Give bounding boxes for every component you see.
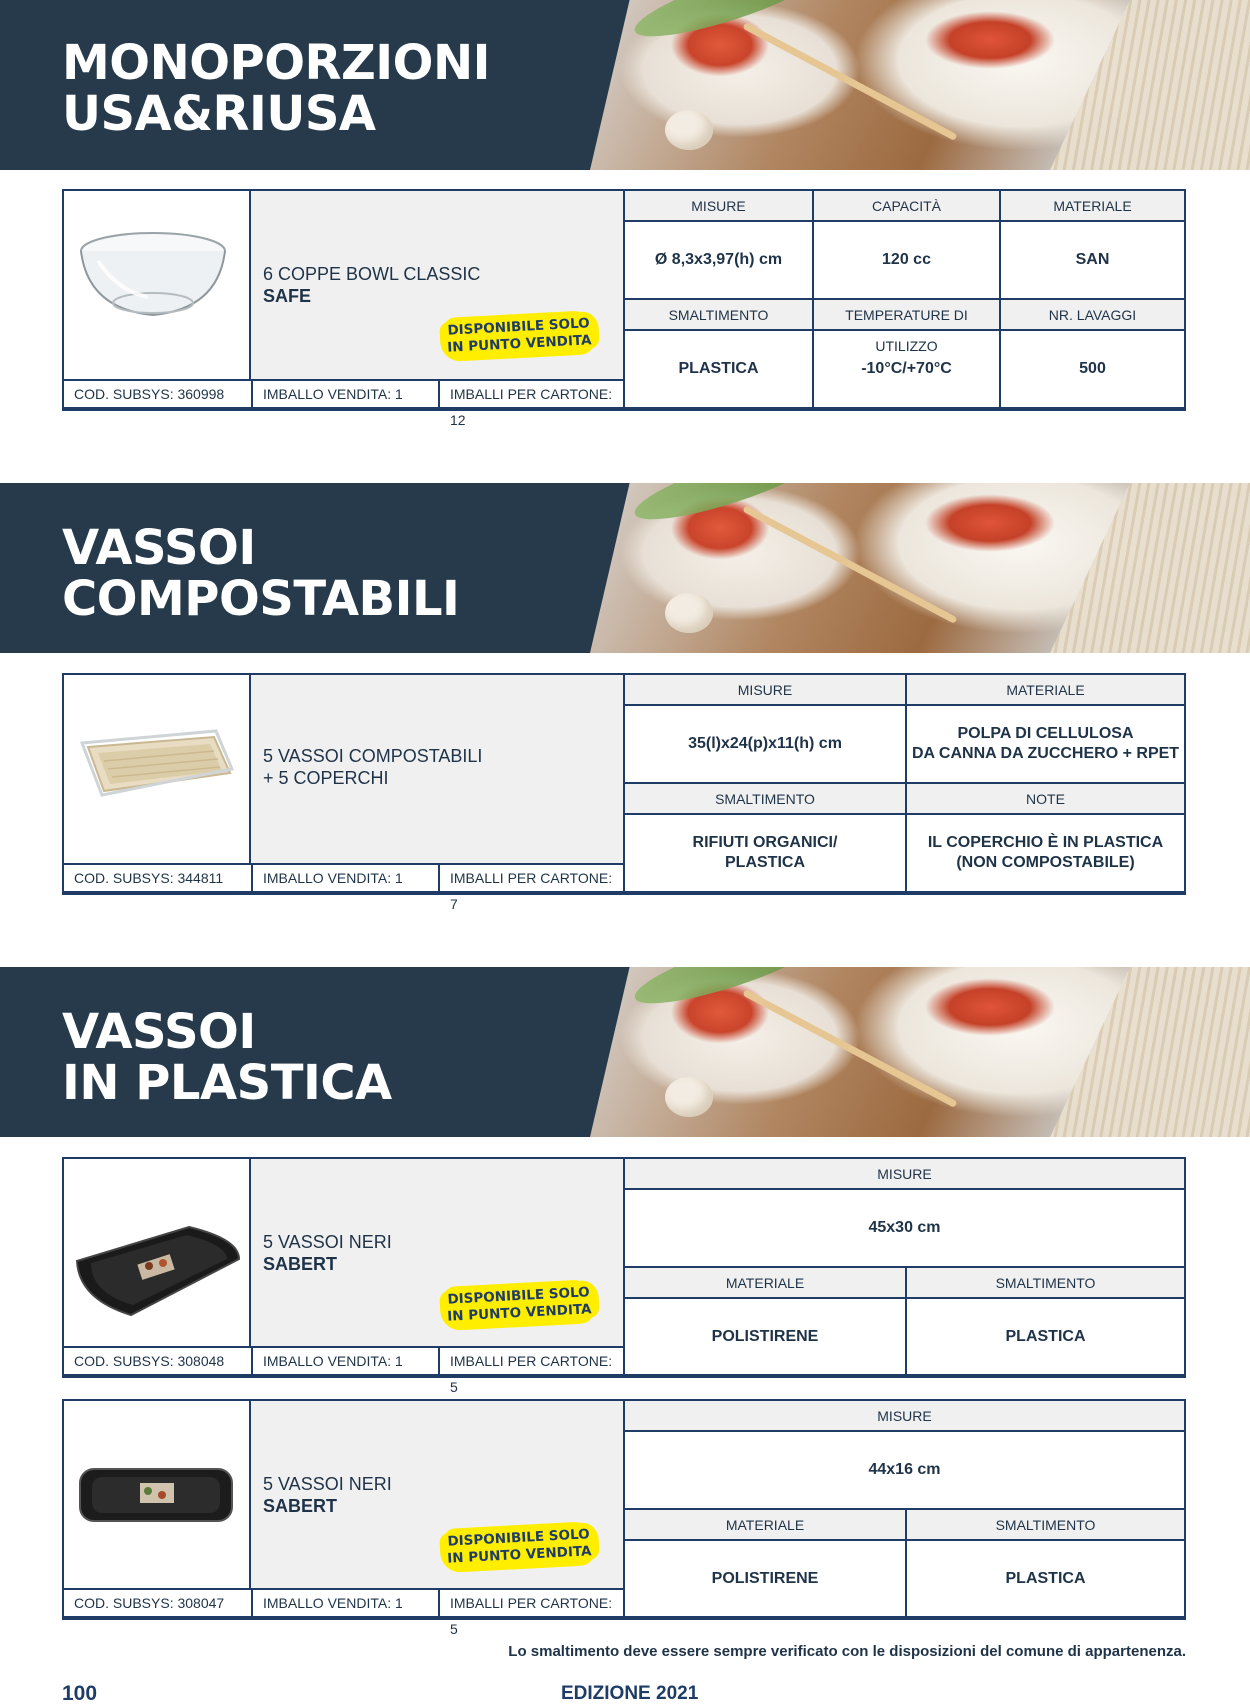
food-photo <box>590 0 1250 170</box>
product-card-bowl <box>62 189 1186 428</box>
spec-value: 120 cc <box>812 222 999 300</box>
product-image-cell <box>64 675 251 863</box>
section-banner-vassoi-plastica <box>0 967 1250 1137</box>
spec-label: CAPACITÀ <box>812 191 999 222</box>
spec-label: SMALTIMENTO <box>905 1268 1184 1299</box>
spec-value: SAN <box>999 222 1184 300</box>
food-photo <box>590 967 1250 1137</box>
sales-pack: IMBALLO VENDITA: 1 <box>251 1590 438 1616</box>
product-description <box>251 191 625 379</box>
product-card-compostable-trays <box>62 673 1186 912</box>
product-brand: SABERT <box>263 1496 338 1516</box>
section-banner-vassoi-compostabili <box>0 483 1250 653</box>
product-code: COD. SUBSYS: 308048 <box>74 1353 225 1369</box>
spec-label: NOTE <box>905 784 1184 815</box>
cartons-pack: IMBALLI PER CARTONE: 5 <box>438 1590 623 1616</box>
product-brand: SABERT <box>263 1254 338 1274</box>
spec-value: PLASTICA <box>905 1541 1184 1616</box>
food-photo <box>590 483 1250 653</box>
product-footer <box>64 863 625 912</box>
spec-label: MISURE <box>625 1401 1184 1432</box>
section-title: VASSOI IN PLASTICA <box>62 1004 392 1111</box>
black-tray-image <box>76 1459 236 1529</box>
spec-label: MISURE <box>625 675 905 706</box>
spec-value: 45x30 cm <box>625 1190 1184 1268</box>
section-title: VASSOI COMPOSTABILI <box>62 520 460 627</box>
spec-label: SMALTIMENTO <box>905 1510 1184 1541</box>
product-name: 6 COPPE BOWL CLASSIC SAFE <box>263 264 481 306</box>
spec-value: Ø 8,3x3,97(h) cm <box>625 222 812 300</box>
spec-value: PLASTICA <box>678 360 759 377</box>
product-footer <box>64 1346 625 1395</box>
spec-value: 35(l)x24(p)x11(h) cm <box>625 706 905 784</box>
page-number: 100 <box>62 1682 98 1705</box>
product-name: 5 VASSOI NERI SABERT <box>263 1232 392 1274</box>
spec-value: IL COPERCHIO È IN PLASTICA (NON COMPOSTABILE) <box>905 815 1184 891</box>
sales-pack: IMBALLO VENDITA: 1 <box>251 381 438 407</box>
spec-label: MATERIALE <box>625 1268 905 1299</box>
spec-value: -10°C/+70°C <box>812 331 999 407</box>
spec-value: 500 <box>999 331 1184 407</box>
product-code: COD. SUBSYS: 360998 <box>74 386 225 402</box>
product-description <box>251 1401 625 1588</box>
spec-table <box>625 1159 1184 1374</box>
spec-label: SMALTIMENTO <box>625 300 812 331</box>
cartons-pack: IMBALLI PER CARTONE: 12 <box>438 381 623 407</box>
product-brand: SAFE <box>263 286 312 306</box>
cartons-pack: IMBALLI PER CARTONE: 5 <box>438 1348 623 1374</box>
section-banner-monoporzioni <box>0 0 1250 170</box>
product-image-cell <box>64 1159 251 1346</box>
section-title: MONOPORZIONI USA&RIUSA <box>62 35 490 142</box>
sales-pack: IMBALLO VENDITA: 1 <box>251 1348 438 1374</box>
product-image-cell <box>64 191 251 379</box>
product-footer <box>64 379 625 428</box>
product-code: COD. SUBSYS: 344811 <box>74 870 224 886</box>
product-description <box>251 675 625 863</box>
spec-table <box>625 1401 1184 1616</box>
spec-label: TEMPERATURE DI UTILIZZO <box>812 300 999 331</box>
product-card-black-trays-long <box>62 1399 1186 1637</box>
spec-value: POLISTIRENE <box>711 1569 819 1587</box>
in-store-only-badge: DISPONIBILE SOLO IN PUNTO VENDITA <box>443 1521 595 1573</box>
sales-pack: IMBALLO VENDITA: 1 <box>251 865 438 891</box>
in-store-only-badge: DISPONIBILE SOLO IN PUNTO VENDITA <box>443 310 595 362</box>
product-card-black-trays-large <box>62 1157 1186 1395</box>
spec-label: MISURE <box>625 191 812 222</box>
spec-value: RIFIUTI ORGANICI/ PLASTICA <box>692 834 838 871</box>
product-image-cell <box>64 1401 251 1588</box>
product-name: 5 VASSOI COMPOSTABILI + 5 COPERCHI <box>263 746 483 788</box>
spec-label: MATERIALE <box>999 191 1184 222</box>
spec-label: NR. LAVAGGI <box>999 300 1184 331</box>
black-tray-image <box>69 1219 244 1319</box>
product-code: COD. SUBSYS: 308047 <box>74 1595 225 1611</box>
spec-value: POLISTIRENE <box>711 1327 819 1345</box>
disposal-note: Lo smaltimento deve essere sempre verificato con le disposizioni del comune di appartenenza. <box>508 1643 1186 1660</box>
spec-table <box>625 191 1184 407</box>
spec-label: MATERIALE <box>625 1510 905 1541</box>
bowl-image <box>78 231 228 319</box>
spec-value: POLPA DI CELLULOSA DA CANNA DA ZUCCHERO + RPET <box>905 706 1184 784</box>
edition-label: EDIZIONE 2021 <box>561 1683 699 1704</box>
cartons-pack: IMBALLI PER CARTONE: 7 <box>438 865 623 891</box>
compostable-tray-image <box>74 721 234 805</box>
in-store-only-badge: DISPONIBILE SOLO IN PUNTO VENDITA <box>443 1279 595 1331</box>
spec-label: SMALTIMENTO <box>625 784 905 815</box>
spec-value: 44x16 cm <box>625 1432 1184 1510</box>
spec-label: MISURE <box>625 1159 1184 1190</box>
product-description <box>251 1159 625 1346</box>
product-footer <box>64 1588 625 1637</box>
spec-table <box>625 675 1184 891</box>
product-name: 5 VASSOI NERI SABERT <box>263 1474 392 1516</box>
spec-value: PLASTICA <box>905 1299 1184 1374</box>
spec-label: MATERIALE <box>905 675 1184 706</box>
